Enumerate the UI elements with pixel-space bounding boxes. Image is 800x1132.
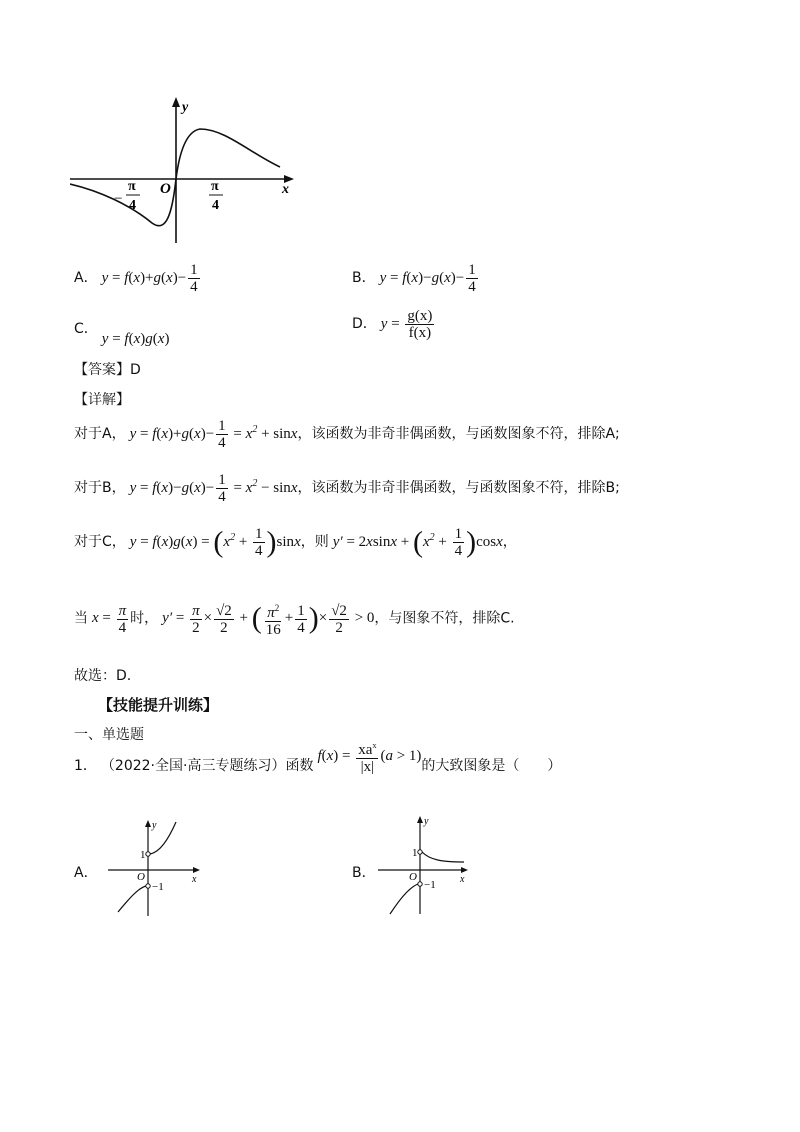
choice-b-left-branch bbox=[390, 884, 418, 914]
line-c-formula-2: $y' = 2xsinx + (x^2$ + $\frac{1}{4}$ )cosx bbox=[332, 525, 503, 559]
option-a-formula: y = f(x)+g(x)− $\frac{1}{4}$ bbox=[101, 262, 198, 295]
choice-b-one-label: 1 bbox=[412, 847, 418, 859]
line-c-end: ， bbox=[502, 533, 517, 550]
line-a-prefix: 对于A， bbox=[74, 425, 126, 442]
choice-b-open-point-1 bbox=[418, 850, 422, 854]
detail-heading: 【详解】 bbox=[74, 392, 130, 408]
choice-a-x-label: x bbox=[192, 874, 197, 885]
line-d-suffix: ，与图象不符，排除C. bbox=[374, 610, 515, 627]
question-number: 1． bbox=[74, 757, 97, 774]
choice-a-origin-label: O bbox=[137, 871, 145, 883]
choice-a-y-label: y bbox=[152, 820, 157, 831]
detail-line-d bbox=[74, 600, 515, 638]
choice-b-label[interactable]: B． bbox=[352, 865, 376, 881]
pos-four: 4 bbox=[212, 198, 219, 213]
option-c[interactable] bbox=[74, 318, 170, 347]
choice-a-left-branch bbox=[118, 886, 146, 912]
choice-a-x-arrow bbox=[193, 867, 200, 873]
choice-a-one-label: 1 bbox=[140, 849, 146, 861]
answer-bracket: 【答案】 bbox=[74, 362, 130, 378]
neg-four: 4 bbox=[129, 198, 136, 213]
answer-line bbox=[74, 359, 141, 379]
line-b-formula: y = f(x)−g(x)− $\frac{1}{4}$ = $x^2 - \sin x$ bbox=[129, 472, 298, 505]
option-c-label: C． bbox=[74, 321, 98, 337]
function-curve bbox=[70, 129, 280, 226]
choice-a-label[interactable]: A． bbox=[74, 865, 98, 881]
top-function-graph bbox=[70, 95, 300, 245]
detail-line-a bbox=[74, 418, 620, 451]
choice-b-y-label: y bbox=[424, 816, 429, 827]
option-d-label: D． bbox=[352, 315, 377, 332]
choice-b-x-label: x bbox=[460, 874, 465, 885]
line-d-formula: y′ = $\frac{\pi}{2}$ × $\frac{√2}{2}$ + ( $\frac{\pi^2}{16}$ + $\frac{1}{4}$ )× $\frac{√2}{2}$ > 0 bbox=[162, 602, 375, 638]
neg-sign: − bbox=[114, 191, 123, 207]
origin-label: O bbox=[160, 181, 171, 197]
choice-b-open-point-neg1 bbox=[418, 882, 422, 886]
detail-line-c bbox=[74, 526, 517, 559]
choice-a-neg1-label: −1 bbox=[152, 881, 164, 893]
neg-pi: π bbox=[128, 179, 136, 194]
choice-a-y-arrow bbox=[145, 820, 151, 827]
line-d-prefix: 当 bbox=[74, 610, 88, 627]
line-d-x-value: x = $\frac{\pi}{4}$ bbox=[92, 602, 127, 636]
line-a-suffix: ，该函数为非奇非偶函数，与函数图象不符，排除A; bbox=[297, 425, 620, 442]
pos-pi: π bbox=[211, 179, 219, 194]
question-1 bbox=[74, 741, 562, 785]
choice-b-neg1-label: −1 bbox=[424, 879, 436, 891]
section-subtitle: 一、单选题 bbox=[74, 727, 144, 743]
question-tail: 的大致图象是（ ） bbox=[421, 757, 562, 774]
line-c-formula-1: $y = f(x)g(x) = (x^2$ + $\frac{1}{4}$ )sinx bbox=[129, 525, 301, 559]
choice-a-open-point-neg1 bbox=[146, 884, 150, 888]
option-c-formula: y = f(x)g(x) bbox=[101, 331, 170, 347]
choice-b-right-branch bbox=[422, 852, 464, 862]
choice-b-x-arrow bbox=[461, 867, 468, 873]
option-b[interactable] bbox=[352, 262, 480, 295]
option-b-label: B． bbox=[352, 269, 376, 286]
option-d-formula: y = $\frac{g(x)}{f(x)}$ bbox=[380, 308, 433, 341]
line-a-formula: y = f(x)+g(x)− $\frac{1}{4}$ = $x^2 + \sin x$ bbox=[129, 418, 298, 451]
question-function: f(x) = $\frac{xa^x}{|x|}$ (a > 1) bbox=[317, 748, 421, 764]
choice-b-graph[interactable] bbox=[378, 812, 478, 916]
line-d-mid: 时， bbox=[130, 610, 159, 627]
option-a-label: A． bbox=[74, 269, 98, 286]
option-d[interactable] bbox=[352, 308, 436, 341]
detail-line-b bbox=[74, 472, 620, 505]
section-title: 【技能提升训练】 bbox=[98, 696, 219, 714]
line-b-suffix: ，该函数为非奇非偶函数，与函数图象不符，排除B; bbox=[297, 479, 620, 496]
conclusion: 故选：D. bbox=[74, 668, 132, 684]
x-axis-label: x bbox=[282, 182, 289, 197]
answer-value: D bbox=[130, 362, 141, 378]
y-axis-label: y bbox=[182, 100, 189, 115]
option-b-formula: y = f(x)−g(x)− $\frac{1}{4}$ bbox=[379, 262, 476, 295]
line-b-prefix: 对于B， bbox=[74, 479, 126, 496]
question-source: （2022·全国·高三专题练习）函数 bbox=[100, 757, 314, 774]
option-a[interactable] bbox=[74, 262, 202, 295]
choice-a-open-point-1 bbox=[146, 852, 150, 856]
y-axis-arrow bbox=[172, 97, 180, 107]
choice-b-y-arrow bbox=[417, 816, 423, 823]
line-c-prefix: 对于C， bbox=[74, 533, 126, 550]
choice-a-graph[interactable] bbox=[108, 818, 208, 918]
choice-b-origin-label: O bbox=[409, 871, 417, 883]
line-c-mid: ，则 bbox=[300, 533, 329, 550]
